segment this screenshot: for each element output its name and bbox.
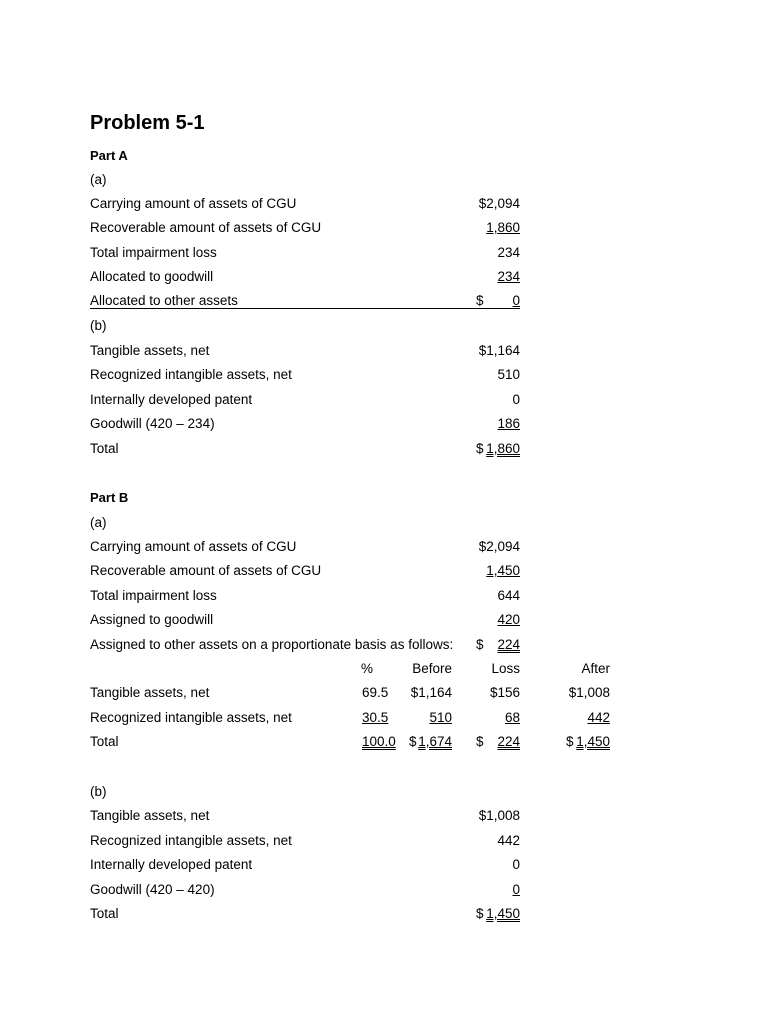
row-label: Recognized intangible assets, net bbox=[90, 833, 292, 848]
row-label: Total impairment loss bbox=[90, 245, 217, 260]
after-cell: 1,450 bbox=[576, 734, 610, 749]
row-value: 0 bbox=[512, 857, 520, 872]
row-value: $1,164 bbox=[478, 343, 520, 358]
row-label: Total impairment loss bbox=[90, 588, 217, 603]
currency-symbol: $ bbox=[409, 734, 417, 749]
problem-title: Problem 5-1 bbox=[90, 112, 205, 134]
column-header-percent: % bbox=[360, 661, 373, 676]
percent-cell: 30.5 bbox=[362, 710, 389, 725]
row-label: Total bbox=[90, 734, 119, 749]
row-value: 1,450 bbox=[486, 563, 520, 578]
percent-cell: 69.5 bbox=[362, 685, 389, 700]
row-label: Internally developed patent bbox=[90, 857, 253, 872]
row-value: 0 bbox=[512, 293, 520, 308]
currency-symbol: $ bbox=[476, 734, 484, 749]
currency-symbol: $ bbox=[476, 637, 484, 652]
row-label: Carrying amount of assets of CGU bbox=[90, 196, 297, 211]
row-label: Total bbox=[90, 441, 119, 456]
row-label: Allocated to other assets bbox=[90, 293, 238, 308]
before-cell: $1,164 bbox=[410, 685, 452, 700]
row-label: Goodwill (420 – 420) bbox=[90, 882, 215, 897]
before-cell: 1,674 bbox=[418, 734, 452, 749]
loss-cell: $156 bbox=[489, 685, 520, 700]
row-value: $2,094 bbox=[478, 196, 520, 211]
currency-symbol: $ bbox=[476, 293, 484, 308]
row-label: Total bbox=[90, 906, 119, 921]
after-cell: 442 bbox=[587, 710, 610, 725]
row-label: Recoverable amount of assets of CGU bbox=[90, 563, 322, 578]
row-value: 0 bbox=[512, 392, 520, 407]
column-header-before: Before bbox=[412, 661, 452, 676]
row-value: 224 bbox=[497, 637, 520, 652]
row-value: $2,094 bbox=[478, 539, 520, 554]
column-header-after: After bbox=[581, 661, 610, 676]
row-value: 510 bbox=[497, 367, 520, 382]
part-b-sub-a: (a) bbox=[90, 515, 107, 530]
currency-symbol: $ bbox=[566, 734, 574, 749]
row-value: 1,860 bbox=[486, 441, 520, 456]
row-label: Tangible assets, net bbox=[90, 808, 210, 823]
part-a-sub-b: (b) bbox=[90, 318, 107, 333]
row-label: Assigned to other assets on a proportionate basis as follows: bbox=[90, 637, 454, 652]
after-cell: $1,008 bbox=[568, 685, 610, 700]
row-value: 0 bbox=[512, 882, 520, 897]
row-label: Recognized intangible assets, net bbox=[90, 710, 292, 725]
row-value: 234 bbox=[497, 269, 520, 284]
part-b-sub-b: (b) bbox=[90, 784, 107, 799]
row-value: 442 bbox=[497, 833, 520, 848]
row-label: Allocated to goodwill bbox=[90, 269, 214, 284]
row-label: Recognized intangible assets, net bbox=[90, 367, 292, 382]
divider-line bbox=[90, 308, 520, 309]
column-header-loss: Loss bbox=[491, 661, 520, 676]
part-a-sub-a: (a) bbox=[90, 172, 107, 187]
part-a-heading: Part A bbox=[90, 148, 128, 163]
row-value: 420 bbox=[497, 612, 520, 627]
currency-symbol: $ bbox=[476, 906, 484, 921]
row-value: 186 bbox=[497, 416, 520, 431]
row-label: Assigned to goodwill bbox=[90, 612, 214, 627]
percent-cell: 100.0 bbox=[362, 734, 396, 749]
loss-cell: 224 bbox=[497, 734, 520, 749]
currency-symbol: $ bbox=[476, 441, 484, 456]
before-cell: 510 bbox=[429, 710, 452, 725]
row-label: Internally developed patent bbox=[90, 392, 253, 407]
row-value: 644 bbox=[497, 588, 520, 603]
row-value: 1,450 bbox=[486, 906, 520, 921]
row-value: 1,860 bbox=[486, 220, 520, 235]
row-value: $1,008 bbox=[478, 808, 520, 823]
row-label: Tangible assets, net bbox=[90, 685, 210, 700]
loss-cell: 68 bbox=[504, 710, 520, 725]
row-label: Tangible assets, net bbox=[90, 343, 210, 358]
row-label: Carrying amount of assets of CGU bbox=[90, 539, 297, 554]
row-label: Goodwill (420 – 234) bbox=[90, 416, 215, 431]
row-label: Recoverable amount of assets of CGU bbox=[90, 220, 322, 235]
row-value: 234 bbox=[497, 245, 520, 260]
part-b-heading: Part B bbox=[90, 490, 129, 505]
